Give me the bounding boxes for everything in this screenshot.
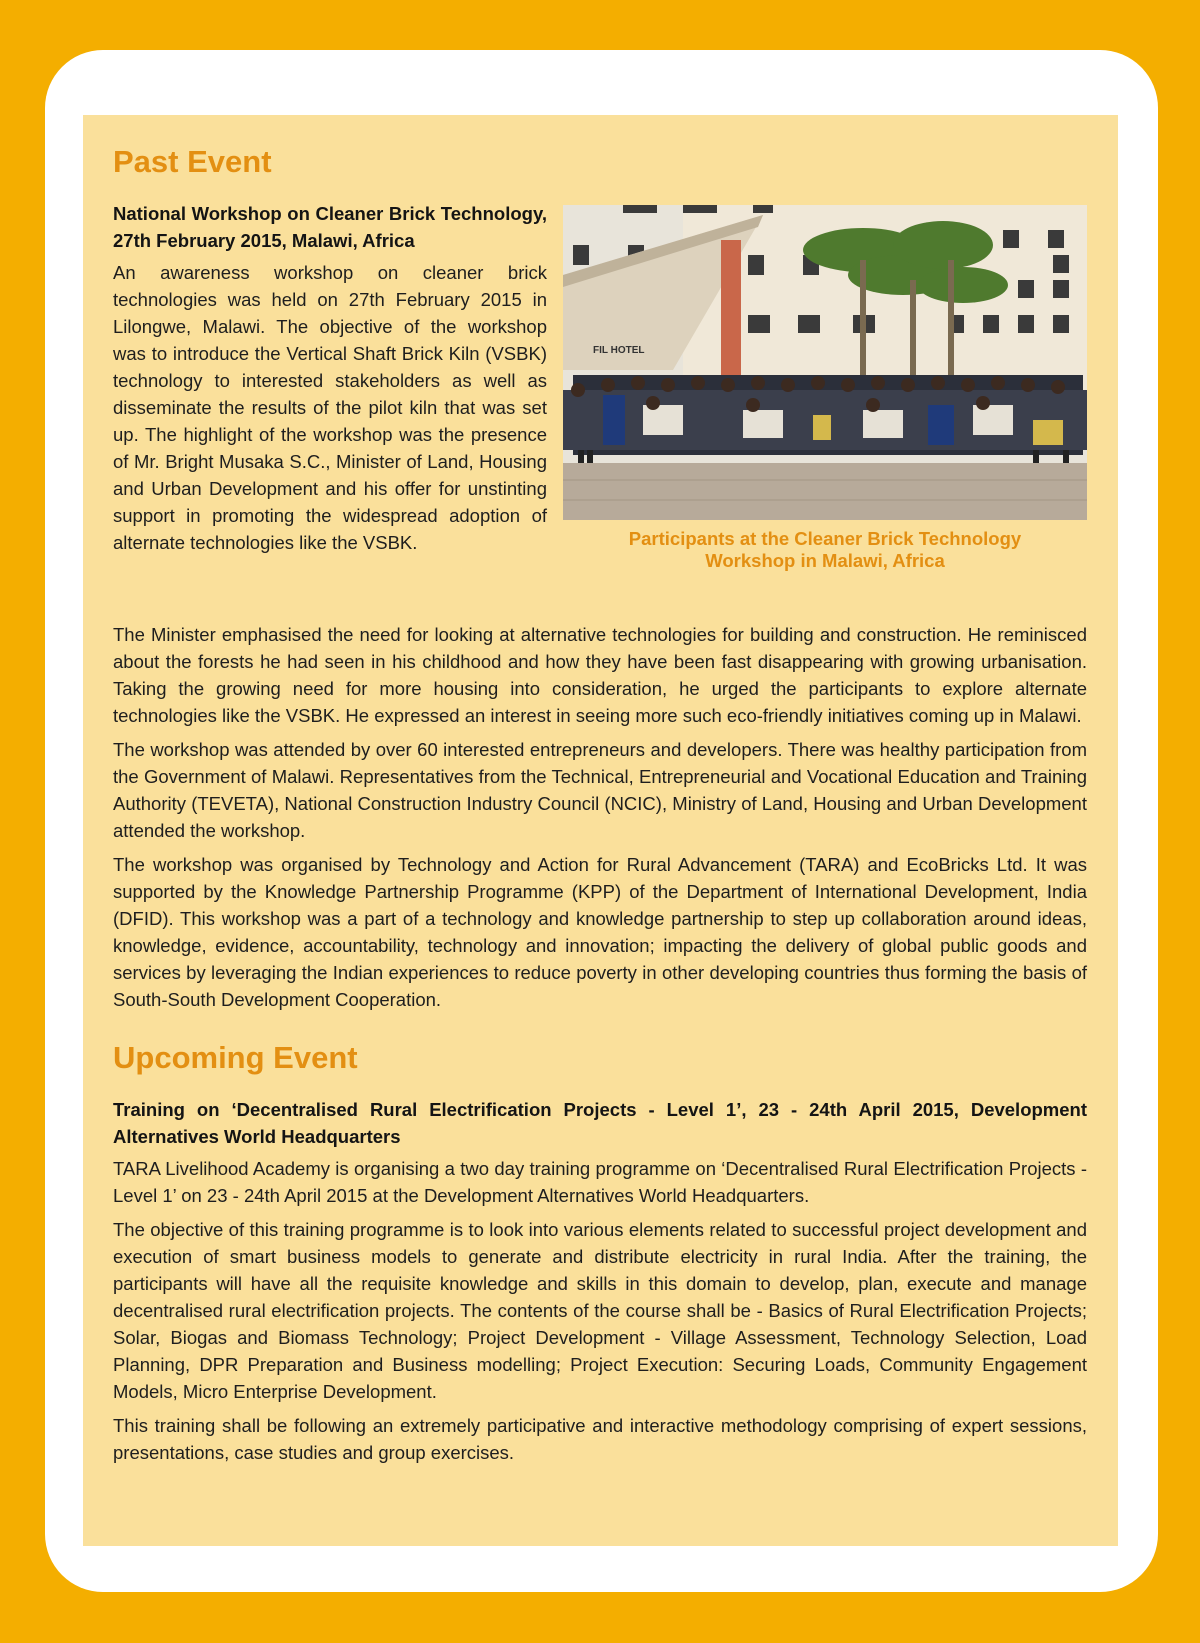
content-panel	[83, 115, 1118, 1546]
past-event-paragraph: The Minister emphasised the need for looking at alternative technologies for building and construction. He reminisced about the forests he had seen in his childhood and how they have been fast disappearing with growing urbanisation. Taking the growing need for more housing into consideration, he urged the participants to explore alternate technologies like the VSBK. He expressed an interest in seeing more such eco-friendly initiatives coming up in Malawi.	[113, 624, 1087, 727]
upcoming-event-paragraph: The objective of this training programme is to look into various elements related to successful project development and execution of smart business models to generate and distribute electricity in rural India. After the training, the participants will have all the requisite knowledge and skills in this domain to develop, plan, execute and manage decentralised rural electrification projects. The contents of the course shall be - Basics of Rural Electrification Projects; Solar, Biogas and Biomass Technology; Project Development - Village Assessment, Technology Selection, Load Planning, DPR Preparation and Business modelling; Project Execution: Securing Loads, Community Engagement Models, Micro Enterprise Development.	[113, 1219, 1087, 1403]
hotel-sign: FIL HOTEL	[593, 345, 645, 357]
past-event-top-block	[113, 200, 1087, 614]
upcoming-event-title: Training on ‘Decentralised Rural Electrification Projects - Level 1’, 23 - 24th April 2015, Development Alternatives World Headquarters	[113, 1099, 1087, 1148]
content-inner	[113, 143, 1087, 1473]
upcoming-event-paragraph: This training shall be following an extremely participative and interactive methodology comprising of expert sessions, presentations, case studies and group exercises.	[113, 1415, 1087, 1464]
past-event-photo-column	[563, 205, 1087, 572]
past-event-paragraph: The workshop was attended by over 60 interested entrepreneurs and developers. There was healthy participation from the Government of Malawi. Representatives from the Technical, Entrepreneurial and Vocational Education and Training Authority (TEVETA), National Construction Industry Council (NCIC), Ministry of Land, Housing and Urban Development attended the workshop.	[113, 739, 1087, 842]
past-event-title: National Workshop on Cleaner Brick Technology, 27th February 2015, Malawi, Africa	[113, 203, 547, 252]
upcoming-event-heading: Upcoming Event	[113, 1040, 358, 1076]
past-event-paragraph: The workshop was organised by Technology and Action for Rural Advancement (TARA) and EcoBricks Ltd. It was supported by the Knowledge Partnership Programme (KPP) of the Department of International Development, India (DFID). This workshop was a part of a technology and knowledge partnership to step up collaboration around ideas, knowledge, evidence, accountability, technology and innovation; impacting the delivery of global public goods and services by leveraging the Indian experiences to reduce poverty in other developing countries thus forming the basis of South-South Development Cooperation.	[113, 854, 1087, 1011]
past-event-text-column	[113, 200, 547, 563]
past-event-intro: An awareness workshop on cleaner brick technologies was held on 27th February 2015 in Lilongwe, Malawi. The objective of the workshop was to introduce the Vertical Shaft Brick Kiln (VSBK) technology to interested stakeholders as well as disseminate the results of the pilot kiln that was set up. The highlight of the workshop was the presence of Mr. Bright Musaka S.C., Minister of Land, Housing and Urban Development and his offer for unstinting support in promoting the widespread adoption of alternate technologies like the VSBK.	[113, 262, 547, 554]
upcoming-event-section	[113, 1039, 1087, 1466]
past-event-heading: Past Event	[113, 144, 272, 179]
participants-photo	[563, 205, 1087, 520]
photo-caption: Participants at the Cleaner Brick Technology Workshop in Malawi, Africa	[628, 528, 1022, 572]
upcoming-event-paragraph: TARA Livelihood Academy is organising a two day training programme on ‘Decentralised Rural Electrification Projects - Level 1’ on 23 - 24th April 2015 at the Development Alternatives World Headquarters.	[113, 1158, 1087, 1207]
